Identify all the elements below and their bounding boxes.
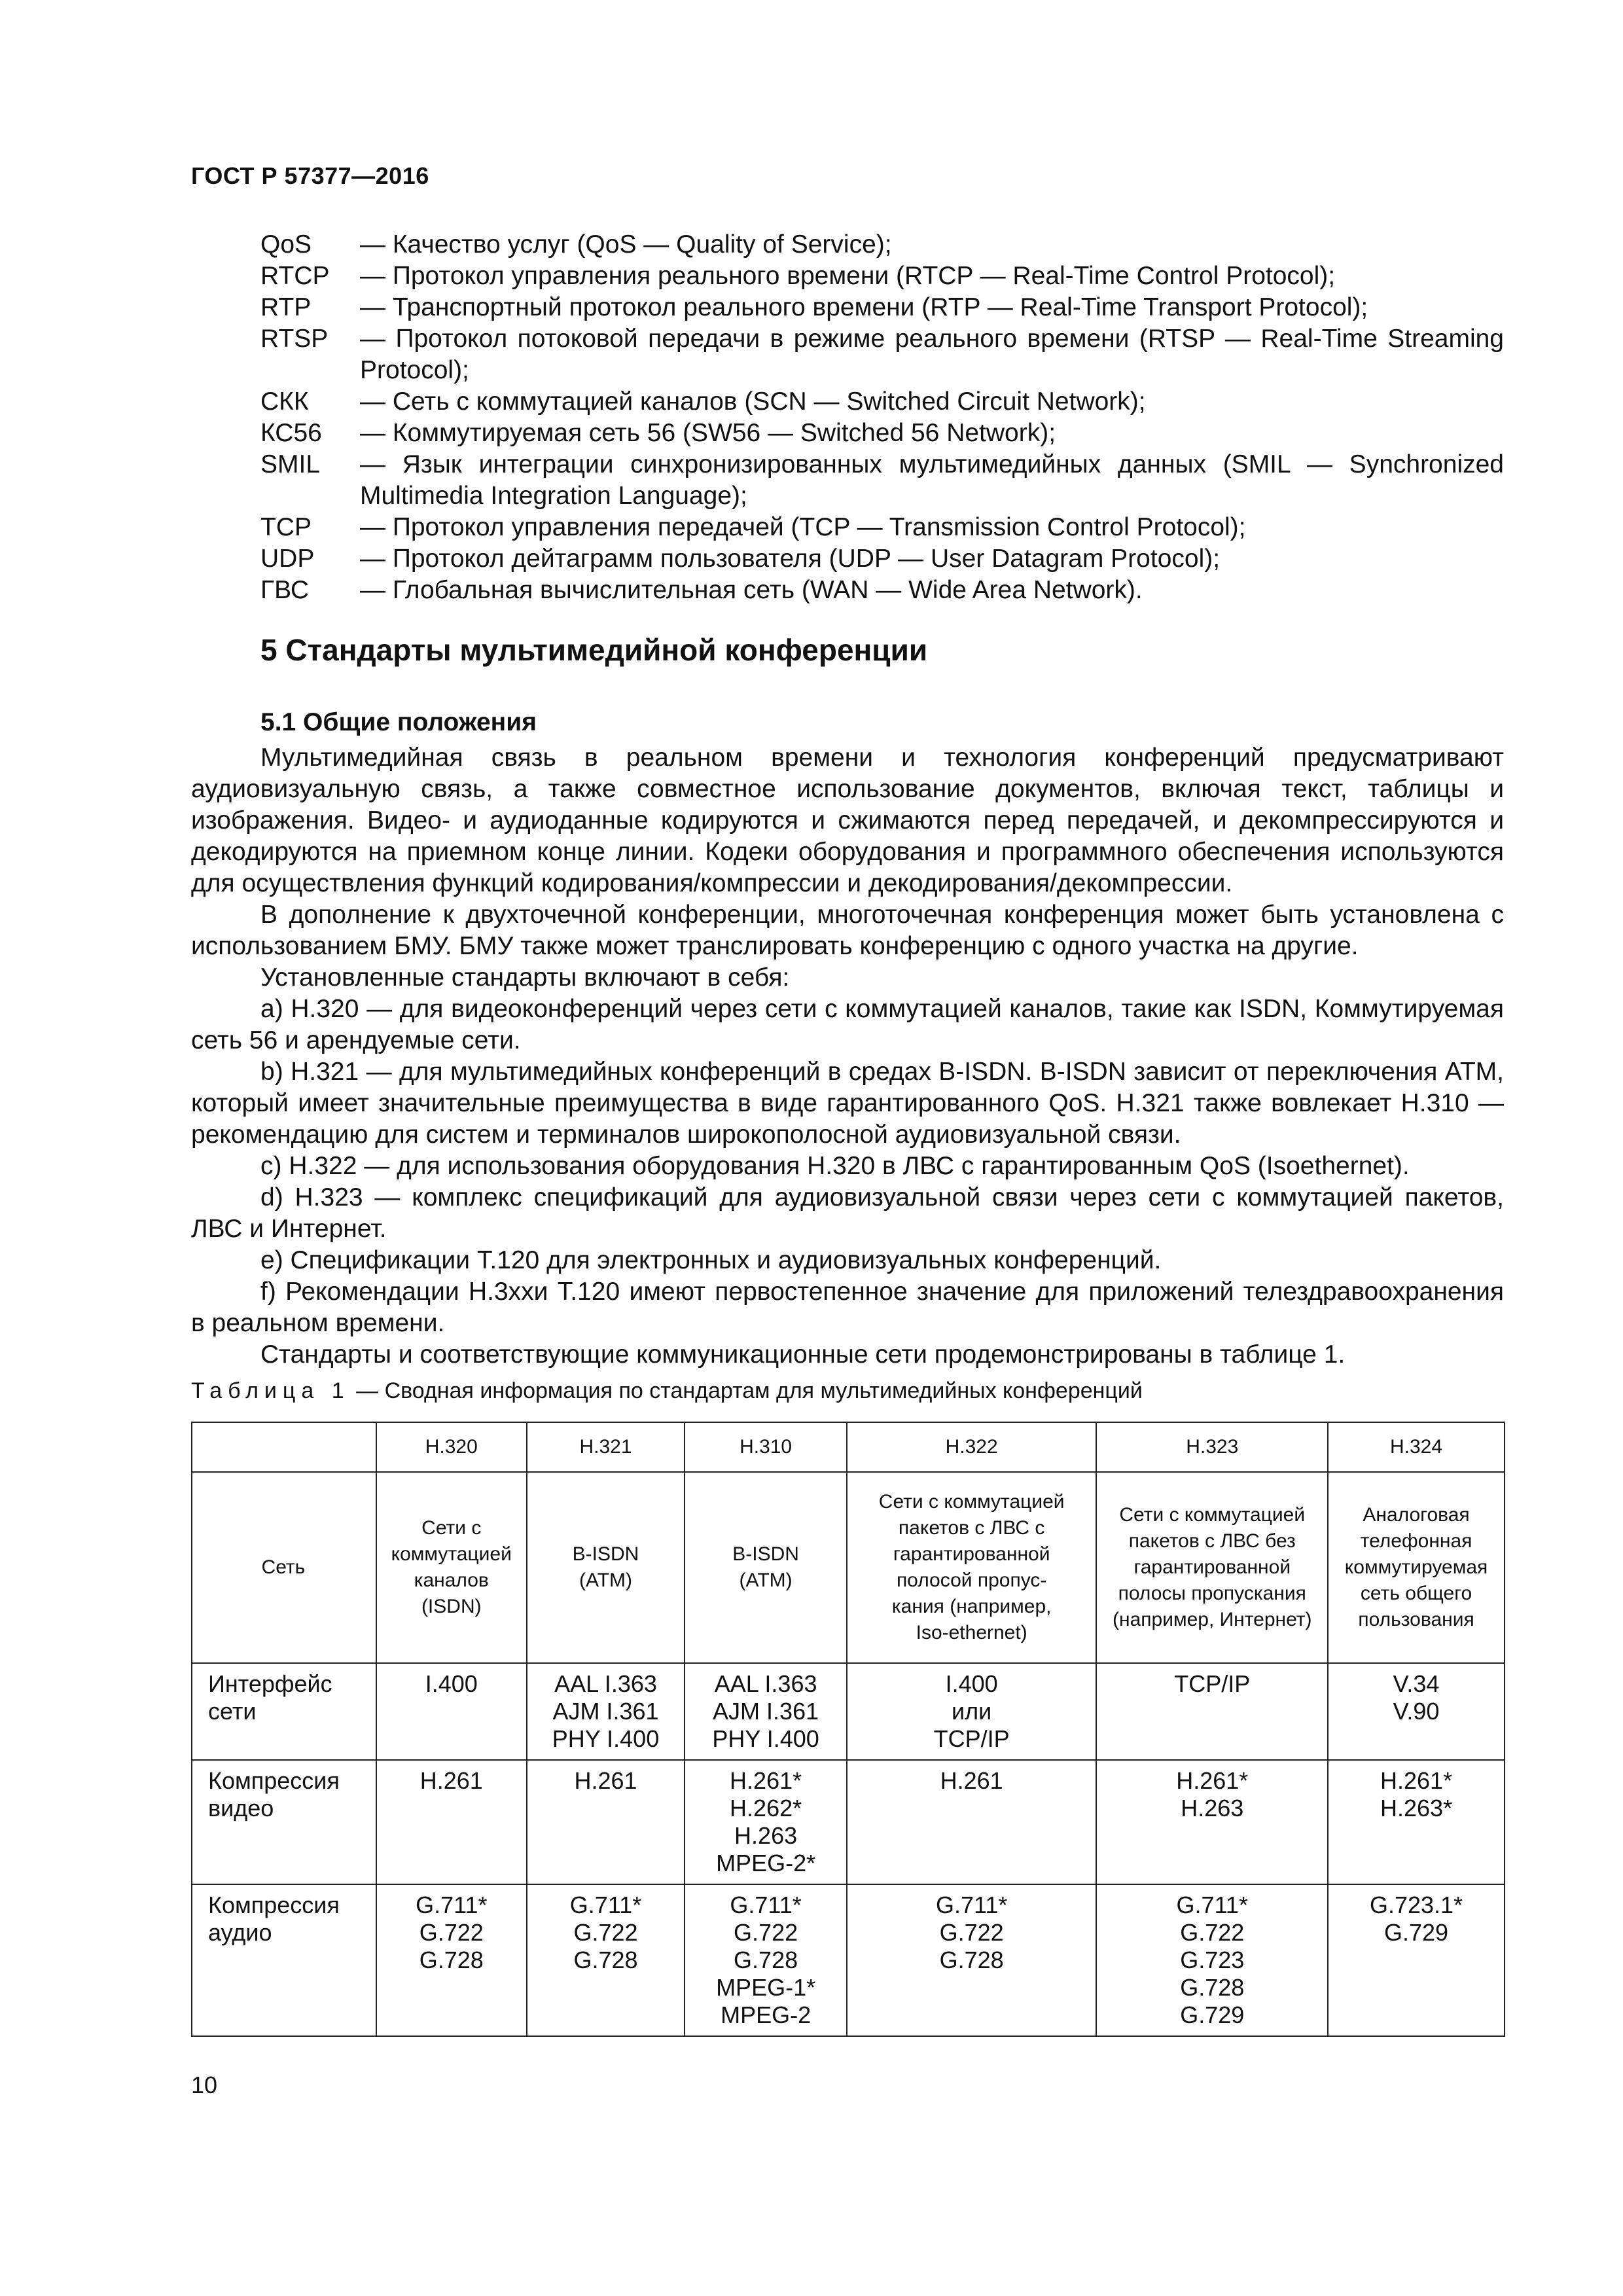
cell-line: MPEG-2 [721, 2001, 812, 2028]
abbreviation-text: — Протокол управления реального времени (RTCP — Real-Time Control Protocol); [360, 262, 1336, 290]
cell-line: MPEG-1* [716, 1974, 816, 2001]
cell-line: H.263 [734, 1822, 798, 1849]
cell-line: H.261 [574, 1767, 637, 1794]
cell-line: каналов [414, 1570, 489, 1591]
cell-line: H.261 [419, 1767, 483, 1794]
abbreviation-text: — Глобальная вычислительная сеть (WAN — Wide Area Network). [360, 576, 1143, 604]
abbreviation-item [260, 543, 1504, 575]
table-cell [685, 1884, 847, 2036]
table-cell [685, 1472, 847, 1663]
abbreviation-key: ГВС [260, 576, 310, 604]
abbreviation-item [260, 386, 1504, 418]
header-cell: H.323 [1096, 1422, 1328, 1472]
header-cell [192, 1422, 376, 1472]
cell-line: G.728 [939, 1946, 1004, 1973]
cell-line: (ISDN) [421, 1596, 482, 1617]
cell-line: G.729 [1384, 1919, 1449, 1946]
abbreviation-item [260, 512, 1504, 543]
table-cell [685, 1760, 847, 1884]
cell-line: AAL I.363 [714, 1670, 817, 1697]
table-cell [376, 1884, 527, 2036]
abbreviation-key: RTSP [260, 325, 329, 353]
table-cell [1096, 1760, 1328, 1884]
abbreviation-item [260, 323, 1504, 386]
table-caption-text: — Сводная информация по стандартам для мультимедийных конференций [349, 1378, 1143, 1403]
abbreviation-text: — Протокол потоковой передачи в режиме реального времени (RTSP — Real-Time Streaming Protocol); [360, 325, 1504, 384]
list-item-e: e) Спецификации T.120 для электронных и аудиовизуальных конференций. [260, 1246, 1162, 1274]
cell-line: G.722 [1180, 1919, 1245, 1946]
cell-line: сеть общего [1360, 1583, 1472, 1604]
cell-line: (например, Интернет) [1113, 1609, 1312, 1630]
cell-line: Аналоговая [1363, 1504, 1470, 1526]
cell-line: G.711* [935, 1892, 1008, 1918]
cell-line: коммутируемая [1344, 1556, 1488, 1578]
cell-line: G.728 [734, 1946, 798, 1973]
cell-line: H.261* [1176, 1767, 1249, 1794]
table-cell [1328, 1663, 1505, 1760]
abbreviation-key: КС56 [260, 419, 322, 447]
cell-line: G.722 [939, 1919, 1004, 1946]
abbreviation-list [260, 229, 1504, 606]
table-cell [527, 1760, 685, 1884]
cell-line: G.723.1* [1369, 1892, 1463, 1918]
cell-line: (ATM) [739, 1570, 793, 1591]
paragraph: Установленные стандарты включают в себя: [260, 963, 790, 992]
cell-line: H.263 [1181, 1795, 1244, 1821]
table-cell [1328, 1884, 1505, 2036]
row-header: Компрессия аудио [192, 1884, 376, 2036]
header-cell: H.310 [685, 1422, 847, 1472]
header-cell: H.322 [847, 1422, 1097, 1472]
table-cell [376, 1760, 527, 1884]
cell-line: Сети с коммутацией [878, 1491, 1065, 1513]
cell-line: G.729 [1180, 2001, 1245, 2028]
cell-line: G.723 [1180, 1946, 1245, 1973]
row-header: Сеть [192, 1472, 376, 1663]
table-cell [685, 1663, 847, 1760]
abbreviation-text: — Протокол управления передачей (TCP — Transmission Control Protocol); [360, 513, 1246, 541]
abbreviation-item [260, 292, 1504, 323]
table-cell [376, 1472, 527, 1663]
body-text [191, 742, 1504, 1371]
cell-line: Iso-ethernet) [916, 1622, 1027, 1643]
table-row [192, 1884, 1505, 2036]
cell-line: телефонная [1360, 1530, 1472, 1552]
cell-line: кания (например, [891, 1596, 1052, 1617]
table-row [192, 1663, 1505, 1760]
cell-line: H.263* [1380, 1795, 1453, 1821]
table-cell [1096, 1472, 1328, 1663]
page-number: 10 [191, 2072, 218, 2098]
table-header-row [192, 1422, 1505, 1472]
row-header: Компрессия видео [192, 1760, 376, 1884]
table-cell [527, 1663, 685, 1760]
cell-line: G.722 [573, 1919, 638, 1946]
abbreviation-text: — Язык интеграции синхронизированных мультимедийных данных (SMIL — Synchronized Multimedia Integration Language); [360, 450, 1504, 510]
table-cell [847, 1884, 1097, 2036]
cell-line: G.711* [569, 1892, 642, 1918]
header-cell: H.324 [1328, 1422, 1505, 1472]
section-heading: 5 Стандарты мультимедийной конференции [260, 633, 928, 667]
cell-line: H.261* [1380, 1767, 1453, 1794]
cell-line: PHY I.400 [712, 1725, 819, 1752]
paragraph: В дополнение к двухточечной конференции, многоточечная конференция может быть установлена с использованием БМУ. БМУ также может транслировать конференцию с одного участка на другие. [191, 901, 1504, 960]
cell-line: полосы пропускания [1118, 1583, 1306, 1604]
abbreviation-key: RTCP [260, 262, 330, 290]
cell-line: G.728 [1180, 1974, 1245, 2001]
abbreviation-text: — Сеть с коммутацией каналов (SCN — Switched Circuit Network); [360, 387, 1146, 416]
cell-line: I.400 [425, 1670, 478, 1697]
table-cell [376, 1663, 527, 1760]
cell-line: G.728 [573, 1946, 638, 1973]
table-cell [1096, 1884, 1328, 2036]
table-row [192, 1760, 1505, 1884]
cell-line: пакетов с ЛВС без [1128, 1530, 1296, 1552]
cell-line: коммутацией [391, 1543, 512, 1565]
abbreviation-key: TCP [260, 513, 312, 541]
cell-line: V.90 [1393, 1698, 1440, 1725]
cell-line: MPEG-2* [716, 1850, 816, 1876]
table-cell [1096, 1663, 1328, 1760]
cell-line: H.261* [730, 1767, 802, 1794]
subsection-heading: 5.1 Общие положения [260, 708, 537, 736]
abbreviation-item [260, 260, 1504, 292]
table-cell [527, 1472, 685, 1663]
cell-line: H.262* [730, 1795, 802, 1821]
table-cell [847, 1472, 1097, 1663]
table-cell [847, 1760, 1097, 1884]
abbreviation-item [260, 575, 1504, 606]
abbreviation-item [260, 449, 1504, 512]
table-cell [1328, 1760, 1505, 1884]
cell-line: G.722 [734, 1919, 798, 1946]
cell-line: Сети с [421, 1517, 482, 1539]
table-cell [527, 1884, 685, 2036]
cell-line: I.400 [945, 1670, 998, 1697]
cell-line: полосой пропус- [896, 1570, 1047, 1591]
cell-line: AAL I.363 [554, 1670, 657, 1697]
cell-line: G.711* [416, 1892, 488, 1918]
header-cell: H.321 [527, 1422, 685, 1472]
cell-line: H.261 [940, 1767, 1003, 1794]
standards-table [191, 1422, 1505, 2037]
abbreviation-key: SMIL [260, 450, 321, 478]
cell-line: или [952, 1698, 992, 1725]
cell-line: V.34 [1393, 1670, 1440, 1697]
abbreviation-key: RTP [260, 293, 312, 321]
abbreviation-key: СКК [260, 387, 309, 416]
cell-line: AJM I.361 [552, 1698, 659, 1725]
abbreviation-text: — Протокол дейтаграмм пользователя (UDP — User Datagram Protocol); [360, 545, 1221, 573]
cell-line: G.722 [419, 1919, 484, 1946]
paragraph: Мультимедийная связь в реальном времени и технология конференций предусматривают аудиовизуальную связь, а также совместное использование документов, включая текст, таблицы и изображения. Видео- и аудиоданные кодируются и сжимаются перед передачей, и декомпрессируются и декодируются на приемном конце линии. Кодеки оборудования и программного обеспечения используются для осуществления функций кодирования/компрессии и декодирования/декомпрессии. [191, 744, 1504, 897]
cell-line: AJM I.361 [713, 1698, 819, 1725]
cell-line: TCP/IP [1174, 1670, 1251, 1697]
row-header: Интерфейс сети [192, 1663, 376, 1760]
list-item-d: d) H.323 — комплекс спецификаций для аудиовизуальной связи через сети с коммутацией пакетов, ЛВС и Интернет. [191, 1183, 1504, 1243]
cell-line: PHY I.400 [552, 1725, 660, 1752]
paragraph: Стандарты и соответствующие коммуникационные сети продемонстрированы в таблице 1. [260, 1340, 1346, 1369]
cell-line: TCP/IP [933, 1725, 1010, 1752]
cell-line: Сети с коммутацией [1119, 1504, 1306, 1526]
table-cell [847, 1663, 1097, 1760]
cell-line: G.728 [419, 1946, 484, 1973]
abbreviation-text: — Транспортный протокол реального времени (RTP — Real-Time Transport Protocol); [360, 293, 1368, 321]
cell-line: гарантированной [893, 1543, 1050, 1565]
abbreviation-item [260, 418, 1504, 449]
cell-line: (ATM) [579, 1570, 633, 1591]
header-cell: H.320 [376, 1422, 527, 1472]
table-row [192, 1472, 1505, 1663]
abbreviation-key: QoS [260, 230, 312, 259]
standard-header: ГОСТ Р 57377—2016 [191, 162, 429, 189]
list-item-f: f) Рекомендации H.3xxи T.120 имеют первостепенное значение для приложений телездравоохранения в реальном времени. [191, 1278, 1504, 1337]
abbreviation-key: UDP [260, 545, 315, 573]
cell-line: гарантированной [1133, 1556, 1291, 1578]
cell-line: B-ISDN [732, 1543, 799, 1565]
table-caption [191, 1378, 1143, 1404]
cell-line: G.711* [1176, 1892, 1248, 1918]
list-item-c: c) H.322 — для использования оборудования H.320 в ЛВС с гарантированным QoS (Isoethernet). [260, 1152, 1410, 1180]
list-item-b: b) H.321 — для мультимедийных конференций в средах B-ISDN. B-ISDN зависит от переключения ATM, который имеет значительные преимущества в виде гарантированного QoS. H.321 также вовлекает H.310 — рекомендацию для систем и терминалов широкополосной аудиовизуальной связи. [191, 1058, 1504, 1149]
table-caption-label: Таблица 1 [191, 1378, 350, 1403]
cell-line: B-ISDN [572, 1543, 639, 1565]
cell-line: пакетов с ЛВС с [898, 1517, 1045, 1539]
table-cell [1328, 1472, 1505, 1663]
abbreviation-text: — Коммутируемая сеть 56 (SW56 — Switched 56 Network); [360, 419, 1056, 447]
abbreviation-text: — Качество услуг (QoS — Quality of Service); [360, 230, 892, 259]
cell-line: пользования [1358, 1609, 1474, 1630]
abbreviation-item [260, 229, 1504, 260]
list-item-a: a) H.320 — для видеоконференций через сети с коммутацией каналов, такие как ISDN, Коммутируемая сеть 56 и арендуемые сети. [191, 995, 1504, 1054]
cell-line: G.711* [730, 1892, 802, 1918]
